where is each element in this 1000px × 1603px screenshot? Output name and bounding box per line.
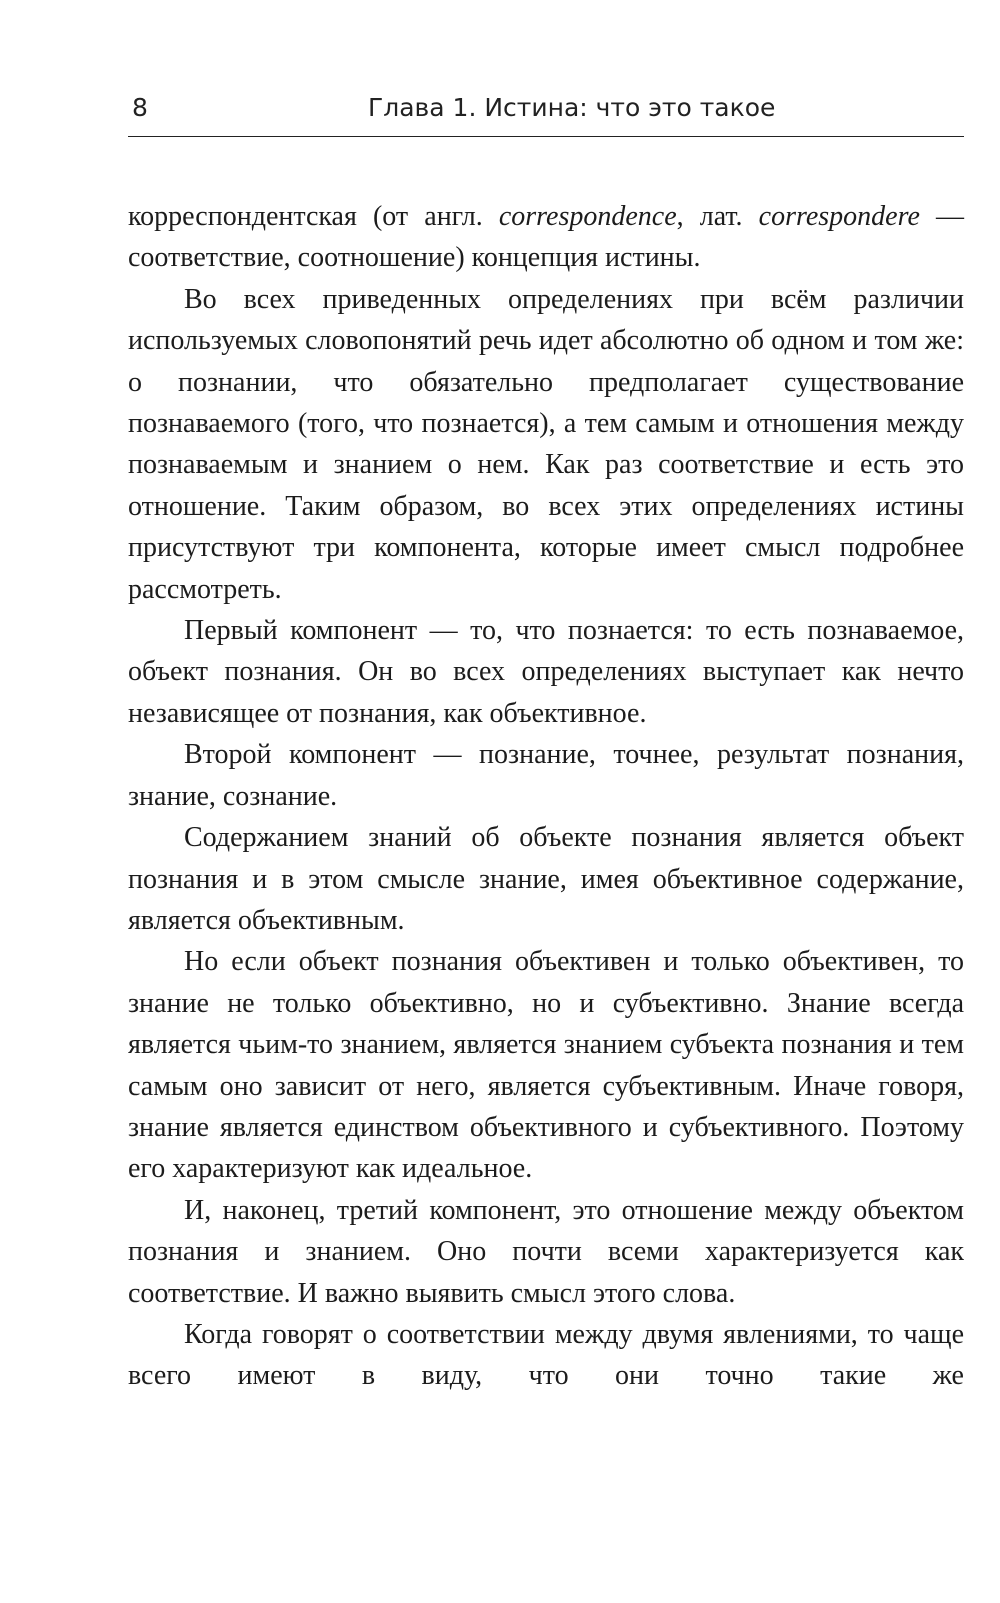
running-header bbox=[128, 90, 964, 137]
text-run: корреспондентская (от англ. bbox=[128, 201, 499, 232]
paragraph: Когда говорят о соответствии между двумя явлениями, то чаще всего имеют в виду, что они точно такие же bbox=[128, 1318, 964, 1392]
paragraph: Второй компонент — познание, точнее, результат познания, знание, сознание. bbox=[128, 739, 964, 812]
italic-term: correspondere bbox=[758, 201, 920, 232]
italic-term: correspondence bbox=[498, 201, 677, 232]
paragraph: Содержанием знаний об объекте познания является объект познания и в этом смысле знание, имея объективное содержание, является объективным. bbox=[128, 822, 964, 936]
paragraph: Во всех приведенных определениях при всём различии используемых словопонятий речь идет абсолютно об одном и том же: о познании, что обязательно предполагает существование познаваемого (того, что познается), а тем самым и отношения между познаваемым и знанием о нем. Как раз соответствие и есть это отношение. Таким образом, во всех этих определениях истины присутствуют три компонента, которые имеет смысл подробнее рассмотреть. bbox=[128, 283, 964, 605]
text-run: , лат. bbox=[676, 201, 759, 232]
body-text bbox=[128, 196, 964, 1397]
paragraph: Но если объект познания объективен и только объективен, то знание не только объективно, но и субъективно. Знание всегда является чьим-то знанием, является знанием субъекта познания и тем самым оно зависит от него, является субъективным. Иначе говоря, знание является единством объективного и субъективного. Поэтому его характеризуют как идеальное. bbox=[128, 946, 964, 1185]
page-number: 8 bbox=[132, 93, 148, 122]
text-run: — соответствие, соотношение) концепция истины. bbox=[128, 201, 964, 274]
paragraph bbox=[128, 196, 964, 279]
running-title: Глава 1. Истина: что это такое bbox=[368, 93, 776, 122]
paragraph: И, наконец, третий компонент, это отношение между объектом познания и знанием. Оно почти всеми характеризуется как соответствие. И важно выявить смысл этого слова. bbox=[128, 1194, 964, 1309]
paragraph: Первый компонент — то, что познается: то есть познаваемое, объект познания. Он во всех определениях выступает как нечто независящее от познания, как объективное. bbox=[128, 615, 964, 729]
